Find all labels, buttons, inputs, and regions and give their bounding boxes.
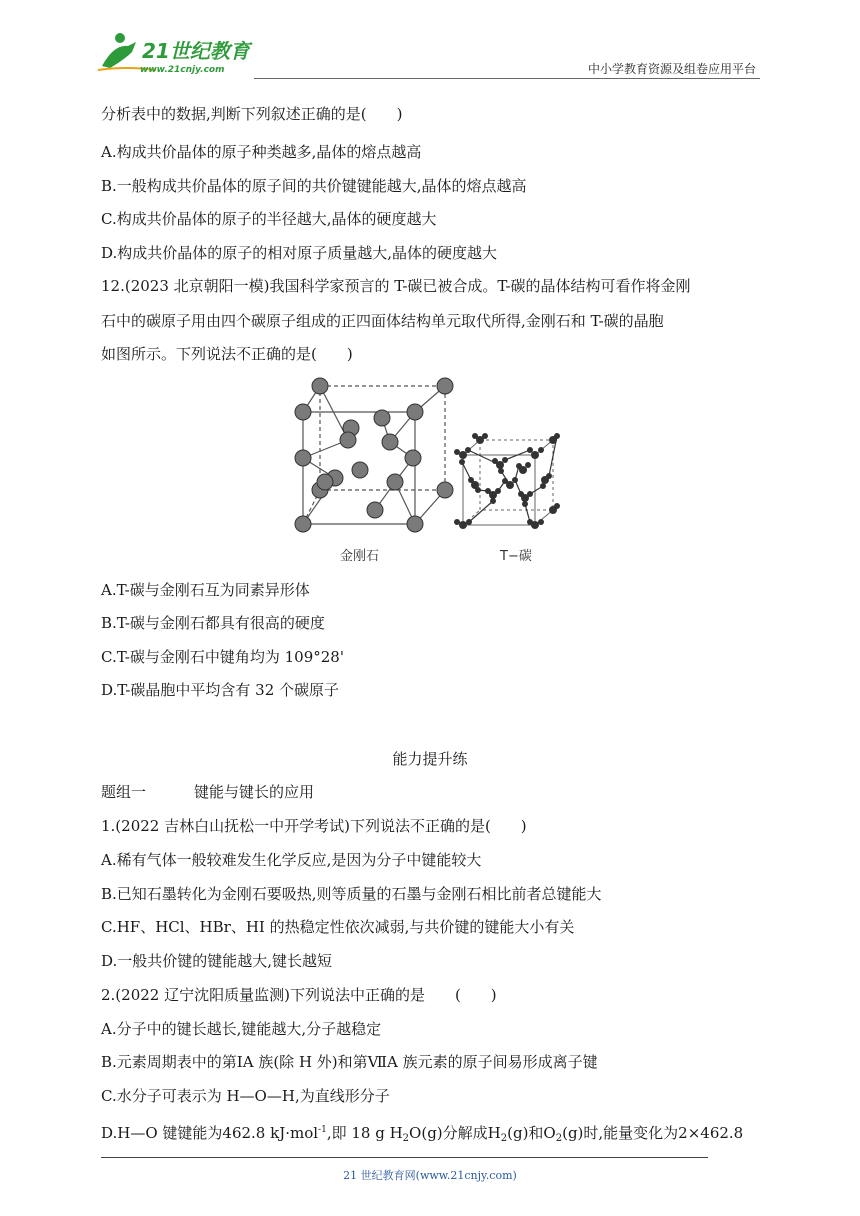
q12-option-a: A.T-碳与金刚石互为同素异形体 bbox=[101, 581, 310, 599]
q11-option-c: C.构成共价晶体的原子的半径越大,晶体的硬度越大 bbox=[101, 210, 437, 228]
site-name: 中小学教育资源及组卷应用平台 bbox=[587, 62, 756, 76]
t-carbon-unit-cell-diagram bbox=[454, 433, 560, 529]
q2-stem: 2.(2022 辽宁沈阳质量监测)下列说法中正确的是 ( ) bbox=[101, 986, 497, 1004]
q1-stem: 1.(2022 吉林白山抚松一中开学考试)下列说法不正确的是( ) bbox=[101, 817, 527, 835]
group-title: 键能与键长的应用 bbox=[194, 783, 315, 801]
q2-option-a: A.分子中的键长越长,键能越大,分子越稳定 bbox=[101, 1020, 382, 1038]
q12-option-d: D.T-碳晶胞中平均含有 32 个碳原子 bbox=[101, 681, 340, 699]
caption-t-carbon: T−碳 bbox=[500, 549, 532, 564]
section-title: 能力提升练 bbox=[392, 750, 468, 768]
footer-divider bbox=[101, 1157, 708, 1158]
crystal-figure bbox=[285, 370, 575, 570]
logo-main-text: 21世纪教育 bbox=[142, 39, 250, 63]
q12-stem-line-3: 如图所示。下列说法不正确的是( ) bbox=[101, 345, 353, 363]
header-divider bbox=[254, 78, 760, 79]
q1-option-a: A.稀有气体一般较难发生化学反应,是因为分子中键能较大 bbox=[101, 851, 482, 869]
q1-option-b: B.已知石墨转化为金刚石要吸热,则等质量的石墨与金刚石相比前者总键能大 bbox=[101, 885, 602, 903]
caption-diamond: 金刚石 bbox=[340, 549, 380, 564]
q11-option-d: D.构成共价晶体的原子的相对原子质量越大,晶体的硬度越大 bbox=[101, 244, 498, 262]
q1-option-d: D.一般共价键的键能越大,键长越短 bbox=[101, 952, 333, 970]
group-label: 题组一 bbox=[101, 783, 147, 801]
q2-option-d: D.H—O 键键能为462.8 kJ·mol$^{-1}$,即 18 g $H_2O(g)$分解成$H_2(g)$和$O_2(g)$时,能量变化为2×462.8 bbox=[101, 1124, 744, 1144]
q11-option-a: A.构成共价晶体的原子种类越多,晶体的熔点越高 bbox=[101, 143, 422, 161]
logo-url-text: www.21cnjy.com bbox=[140, 65, 225, 75]
q11-stem: 分析表中的数据,判断下列叙述正确的是( ) bbox=[101, 105, 403, 123]
q1-option-c: C.HF、HCl、HBr、HI 的热稳定性依次减弱,与共价键的键能大小有关 bbox=[101, 918, 575, 936]
diamond-unit-cell-diagram bbox=[285, 370, 575, 570]
question-group-heading bbox=[101, 782, 314, 802]
site-logo bbox=[96, 30, 266, 76]
q12-option-b: B.T-碳与金刚石都具有很高的硬度 bbox=[101, 614, 325, 632]
q12-option-c: C.T-碳与金刚石中键角均为 109°28' bbox=[101, 648, 344, 666]
page-header bbox=[96, 30, 760, 80]
footer-link[interactable]: 21 世纪教育网(www.21cnjy.com) bbox=[343, 1169, 517, 1182]
q12-stem-line-1: 12.(2023 北京朝阳一模)我国科学家预言的 T-碳已被合成。T-碳的晶体结构可看作将金刚 bbox=[101, 277, 691, 295]
q2-option-c: C.水分子可表示为 H—O—H,为直线形分子 bbox=[101, 1087, 390, 1105]
q2-option-b: B.元素周期表中的第ⅠA 族(除 H 外)和第ⅦA 族元素的原子间易形成离子键 bbox=[101, 1053, 598, 1071]
q11-option-b: B.一般构成共价晶体的原子间的共价键键能越大,晶体的熔点越高 bbox=[101, 177, 527, 195]
q12-stem-line-2: 石中的碳原子用由四个碳原子组成的正四面体结构单元取代所得,金刚石和 T-碳的晶胞 bbox=[101, 312, 664, 330]
